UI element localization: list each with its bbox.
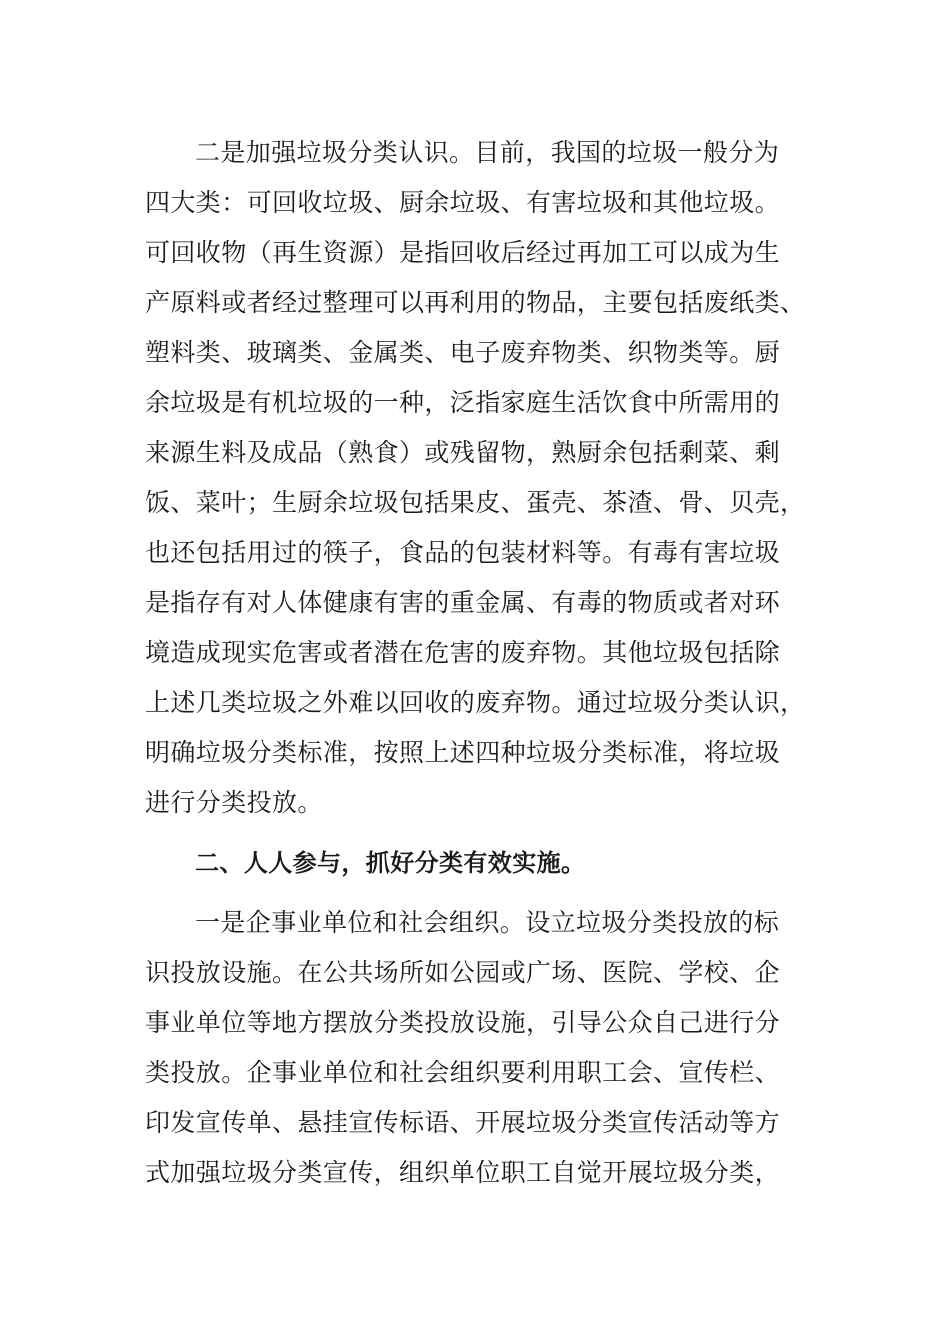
text-line: 可回收物（再生资源）是指回收后经过再加工可以成为生 xyxy=(145,238,781,267)
text-line: 余垃圾是有机垃圾的一种，泛指家庭生活饮食中所需用的 xyxy=(145,388,781,417)
text-line: 产原料或者经过整理可以再利用的物品，主要包括废纸类、 xyxy=(145,288,806,317)
text-line: 识投放设施。在公共场所如公园或广场、医院、学校、企 xyxy=(145,958,781,987)
text-line: 塑料类、玻璃类、金属类、电子废弃物类、织物类等。厨 xyxy=(145,338,781,367)
text-line: 式加强垃圾分类宣传，组织单位职工自觉开展垃圾分类， xyxy=(145,1158,781,1187)
text-line: 事业单位等地方摆放分类投放设施，引导公众自己进行分 xyxy=(145,1008,781,1037)
text-line: 是指存有对人体健康有害的重金属、有毒的物质或者对环 xyxy=(145,588,781,617)
text-line: 上述几类垃圾之外难以回收的废弃物。通过垃圾分类认识， xyxy=(145,688,806,717)
text-line: 来源生料及成品（熟食）或残留物，熟厨余包括剩菜、剩 xyxy=(145,438,781,467)
text-line: 明确垃圾分类标准，按照上述四种垃圾分类标准，将垃圾 xyxy=(145,738,781,767)
text-line: 饭、菜叶；生厨余垃圾包括果皮、蛋壳、茶渣、骨、贝壳， xyxy=(145,488,806,517)
section-heading: 二、人人参与，抓好分类有效实施。 xyxy=(195,849,586,877)
text-line: 也还包括用过的筷子，食品的包装材料等。有毒有害垃圾 xyxy=(145,538,781,567)
text-line: 进行分类投放。 xyxy=(145,788,323,817)
text-line: 类投放。企事业单位和社会组织要利用职工会、宣传栏、 xyxy=(145,1058,781,1087)
text-line: 一是企事业单位和社会组织。设立垃圾分类投放的标 xyxy=(195,908,780,937)
document-body xyxy=(145,128,805,1198)
text-line: 四大类：可回收垃圾、厨余垃圾、有害垃圾和其他垃圾。 xyxy=(145,188,781,217)
paragraph-garbage-classification-awareness xyxy=(145,128,805,828)
paragraph-enterprises-and-organizations xyxy=(145,898,805,1198)
text-line: 境造成现实危害或者潜在危害的废弃物。其他垃圾包括除 xyxy=(145,638,781,667)
text-line: 印发宣传单、悬挂宣传标语、开展垃圾分类宣传活动等方 xyxy=(145,1108,781,1137)
text-line: 二是加强垃圾分类认识。目前，我国的垃圾一般分为 xyxy=(195,138,780,167)
